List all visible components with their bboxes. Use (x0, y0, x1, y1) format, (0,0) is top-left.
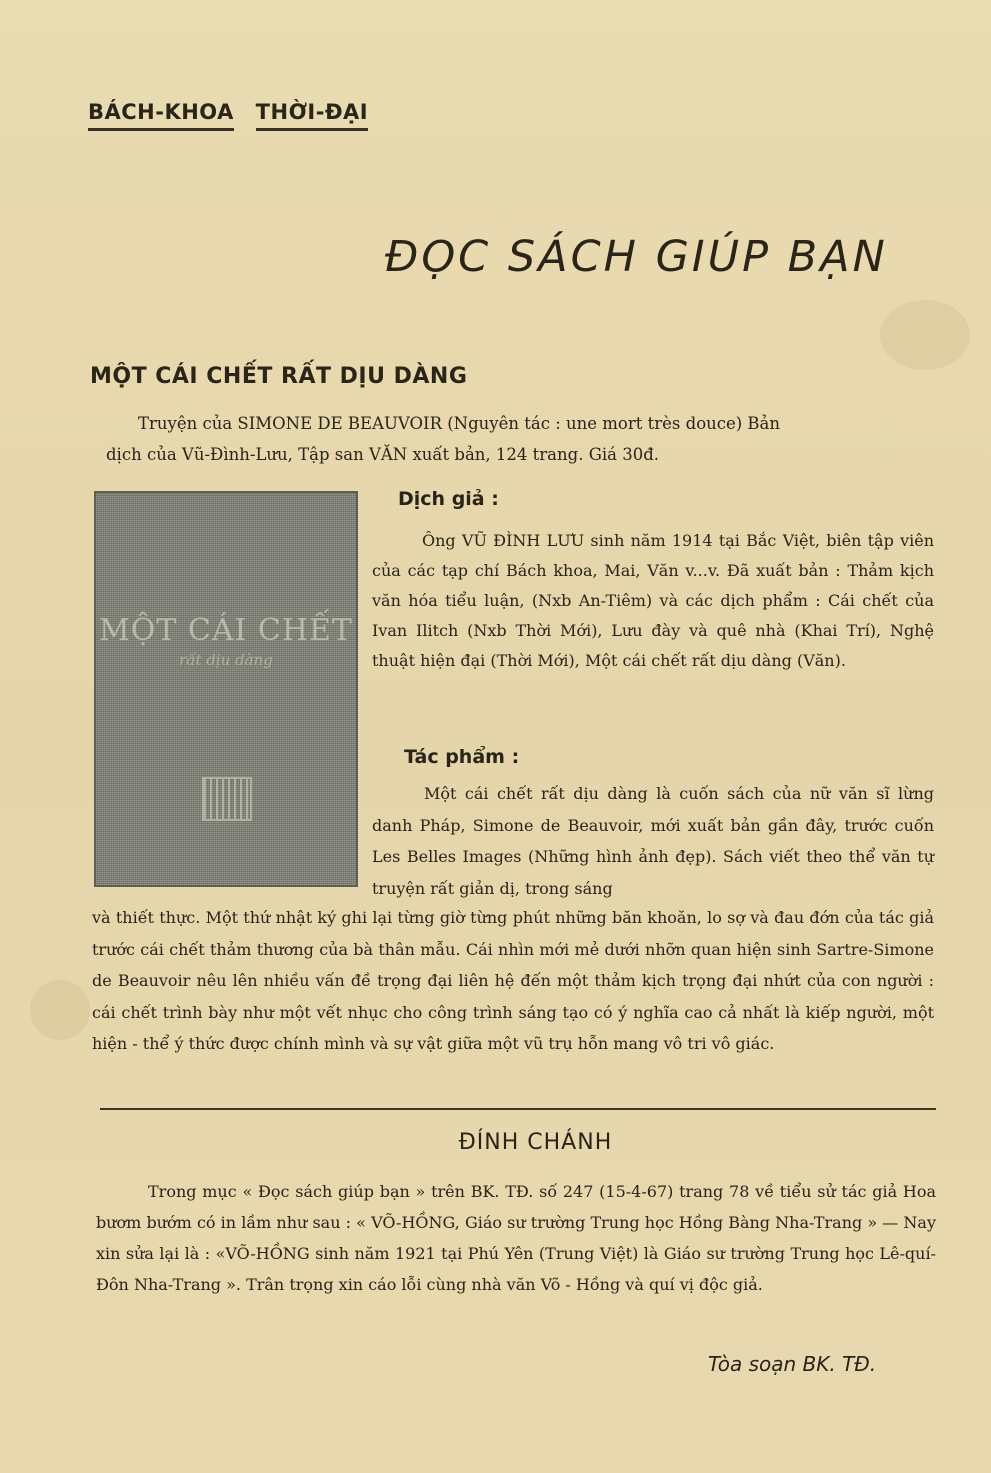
work-description (372, 778, 934, 904)
header-thoi-dai: THỜI-ĐẠI (256, 100, 368, 131)
translator-text: Ông VŨ ĐÌNH LƯU sinh năm 1914 tại Bắc Việt, biên tập viên của các tạp chí Bách khoa, Mai, Văn v...v. Đã xuất bản : Thảm kịch văn hóa tiểu luận, (Nxb An-Tiêm) và các dịch phẩm : Cái chết của Ivan Ilitch (Nxb Thời Mới), Lưu đày và quê nhà (Khai Trí), Nghệ thuật hiện đại (Thời Mới), Một cái chết rất dịu dàng (Văn). (372, 531, 934, 670)
work-text-b: và thiết thực. Một thứ nhật ký ghi lại từng giờ từng phút những băn khoăn, lo sợ và đau đớn của tác giả trước cái chết thảm thương của bà thân mẫu. Cái nhìn mới mẻ dưới nhỡn quan hiện sinh Sartre-Simone de Beauvoir nêu lên nhiều vấn đề trọng đại liên hệ đến một thảm kịch trọng đại nhứt của con người : cái chết trình bày như một vết nhục cho công trình sáng tạo có ý nghĩa cao cả nhất là kiếp người, một hiện - thể ý thức được chính mình và sự vật giữa một vũ trụ hỗn mang vô tri vô giác. (92, 908, 934, 1053)
translator-heading: Dịch giả : (398, 488, 499, 510)
book-cover-image (96, 493, 356, 885)
divider (100, 1108, 936, 1110)
errata-signature: Tòa soạn BK. TĐ. (708, 1352, 877, 1376)
header-bach-khoa: BÁCH-KHOA (88, 100, 234, 131)
paper-stain (880, 300, 970, 370)
cover-subtitle: rất dịu dàng (179, 651, 273, 669)
cover-title: MỘT CÁI CHẾT (99, 613, 353, 648)
publisher-logo-icon (202, 777, 252, 821)
errata-title: ĐÍNH CHÁNH (458, 1130, 613, 1155)
byline-line1: Truyện của SIMONE DE BEAUVOIR (Nguyên tác : une mort très douce) Bản (138, 414, 781, 433)
section-title: ĐỌC SÁCH GIÚP BẠN (385, 232, 888, 282)
paper-stain (30, 980, 90, 1040)
byline (106, 408, 928, 470)
magazine-header (88, 100, 368, 131)
errata-body (96, 1176, 936, 1300)
translator-bio (372, 526, 934, 676)
errata-text: Trong mục « Đọc sách giúp bạn » trên BK. TĐ. số 247 (15-4-67) trang 78 về tiểu sử tác giả Hoa bươm bướm có in lầm như sau : « VÕ-HỒNG, Giáo sư trường Trung học Hồng Bàng Nha-Trang » — Nay xin sửa lại là : «VÕ-HỒNG sinh năm 1921 tại Phú Yên (Trung Việt) là Giáo sư trường Trung học Lê-quí-Đôn Nha-Trang ». Trân trọng xin cáo lỗi cùng nhà văn Võ - Hồng và quí vị độc giả. (96, 1182, 936, 1294)
work-text-a: Một cái chết rất dịu dàng là cuốn sách của nữ văn sĩ lừng danh Pháp, Simone de Beauvoir, mới xuất bản gần đây, trước cuốn Les Belles Images (Những hình ảnh đẹp). Sách viết theo thể văn tự truyện rất giản dị, trong sáng (372, 784, 934, 898)
work-heading: Tác phẩm : (404, 746, 520, 768)
byline-line2: dịch của Vũ-Đình-Lưu, Tập san VĂN xuất bản, 124 trang. Giá 30đ. (106, 445, 660, 464)
book-title: MỘT CÁI CHẾT RẤT DỊU DÀNG (90, 364, 468, 389)
work-description-continued (92, 902, 934, 1060)
